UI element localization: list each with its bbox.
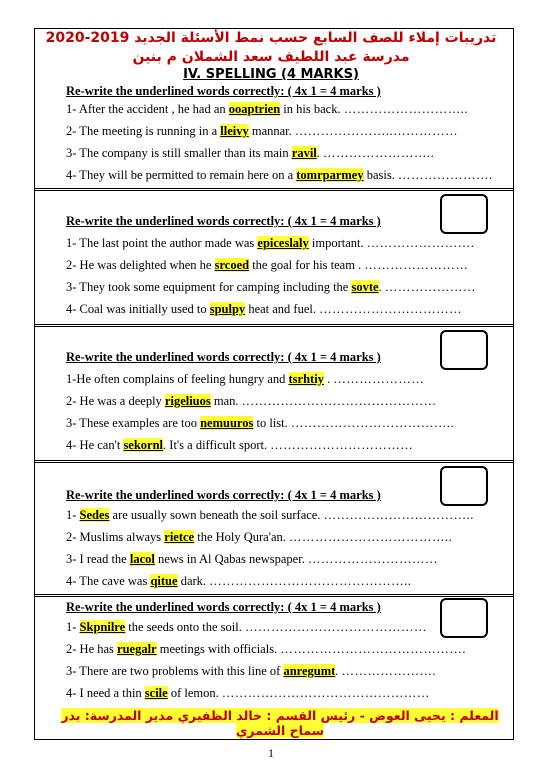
misspelled-word: sovte	[351, 280, 379, 294]
question-line: 2- He was a deeply rigeliuos man. ………………………………………	[66, 394, 437, 408]
score-box[interactable]	[440, 330, 488, 370]
misspelled-word: qitue	[150, 574, 178, 588]
question-line: 2- He was delighted when he srcoed the goal for his team . ……………………	[66, 258, 469, 272]
section-separator	[35, 460, 513, 463]
question-line: 1-He often complains of feeling hungry and tsrhtiy . …………………	[66, 372, 425, 386]
question-line: 1- Skpnilre the seeds onto the soil. ……………………………………	[66, 620, 427, 634]
section-heading: IV. SPELLING (4 MARKS)	[183, 67, 359, 82]
question-line: 4- The cave was qitue dark. ………………………………………..	[66, 574, 412, 588]
misspelled-word: Skpnilre	[79, 620, 126, 634]
question-line: 3- There are two problems with this line of anregumt. ………………….	[66, 664, 437, 678]
section-separator	[35, 324, 513, 327]
question-line: 2- Muslims always rietce the Holy Qura'an. ………………………………..	[66, 530, 453, 544]
misspelled-word: spulpy	[209, 302, 246, 316]
question-line: 4- They will be permitted to remain here on a tomrparmey basis. ………………….	[66, 168, 493, 182]
answer-blank[interactable]: ………………………………..	[289, 530, 453, 544]
answer-blank[interactable]: …………………………	[307, 552, 438, 566]
section-separator	[35, 594, 513, 597]
answer-blank[interactable]: …………………..……………	[294, 124, 459, 138]
misspelled-word: anregumt	[283, 664, 336, 678]
misspelled-word: ooaptrien	[228, 102, 281, 116]
answer-blank[interactable]: ……………………………	[270, 438, 414, 452]
answer-blank[interactable]: ………………………………………..	[209, 574, 412, 588]
misspelled-word: sekornl	[123, 438, 164, 452]
page-number: 1	[268, 746, 274, 760]
question-line: 2- He has ruegalr meetings with officials. …………………………………….	[66, 642, 466, 656]
answer-blank[interactable]: ………………………………………	[241, 394, 437, 408]
misspelled-word: ruegalr	[117, 642, 157, 656]
score-box[interactable]	[440, 466, 488, 506]
misspelled-word: rigeliuos	[164, 394, 211, 408]
answer-blank[interactable]: …………………………………….	[280, 642, 466, 656]
section-title: Re-write the underlined words correctly: ( 4x 1 = 4 marks )	[66, 488, 381, 502]
question-line: 1- Sedes are usually sown beneath the soil surface. ……………………………..	[66, 508, 474, 522]
question-line: 4- Coal was initially used to spulpy heat and fuel. ……………………………	[66, 302, 463, 316]
answer-blank[interactable]: ………………….	[397, 168, 493, 182]
misspelled-word: scile	[144, 686, 168, 700]
question-line: 3- They took some equipment for camping including the sovte. …………………	[66, 280, 476, 294]
misspelled-word: tsrhtiy	[288, 372, 324, 386]
answer-blank[interactable]: ………………………..	[343, 102, 468, 116]
answer-blank[interactable]: ………………………………..	[290, 416, 455, 430]
answer-blank[interactable]: ……………………………	[319, 302, 463, 316]
answer-blank[interactable]: …………………….	[366, 236, 475, 250]
staff-footer: المعلم : يحيى العوض - رئيس القسم : خالد الظفيري مدير المدرسة: بدر سماح الشمري	[61, 708, 499, 738]
misspelled-word: Sedes	[79, 508, 110, 522]
answer-blank[interactable]: ……………………………..	[323, 508, 474, 522]
question-line: 3- These examples are too nemuuros to list. ………………………………..	[66, 416, 455, 430]
misspelled-word: epiceslaly	[257, 236, 309, 250]
school-name: مدرسة عبد اللطيف سعد الشملان م بنين	[132, 49, 410, 65]
misspelled-word: rietce	[164, 530, 195, 544]
score-box[interactable]	[440, 598, 488, 638]
misspelled-word: nemuuros	[200, 416, 254, 430]
answer-blank[interactable]: …………………	[384, 280, 476, 294]
question-line: 2- The meeting is running in a lleivy mannar. …………………..……………	[66, 124, 459, 138]
worksheet-title: تدريبات إملاء للصف السابع حسب نمط الأسئلة الجديد 2019-2020	[45, 30, 497, 46]
misspelled-word: srcoed	[214, 258, 250, 272]
section-title: Re-write the underlined words correctly: ( 4x 1 = 4 marks )	[66, 350, 381, 364]
question-line: 1- After the accident , he had an ooaptrien in his back. ………………………..	[66, 102, 468, 116]
answer-blank[interactable]: ……………………..	[323, 146, 435, 160]
misspelled-word: lacol	[129, 552, 155, 566]
section-title: Re-write the underlined words correctly: ( 4x 1 = 4 marks )	[66, 600, 381, 614]
score-box[interactable]	[440, 194, 488, 234]
question-line: 3- The company is still smaller than its main ravil. ……………………..	[66, 146, 435, 160]
question-line: 3- I read the lacol news in Al Qabas newspaper. …………………………	[66, 552, 438, 566]
misspelled-word: lleivy	[220, 124, 249, 138]
answer-blank[interactable]: ……………………	[364, 258, 469, 272]
section-title: Re-write the underlined words correctly: ( 4x 1 = 4 marks )	[66, 214, 381, 228]
misspelled-word: tomrparmey	[296, 168, 364, 182]
answer-blank[interactable]: ……………………………………	[244, 620, 427, 634]
answer-blank[interactable]: ………………….	[341, 664, 437, 678]
question-line: 4- He can't sekornl. It's a difficult sport. ……………………………	[66, 438, 414, 452]
question-line: 1- The last point the author made was epiceslaly important. …………………….	[66, 236, 475, 250]
section-separator	[35, 188, 513, 191]
question-line: 4- I need a thin scile of lemon. …………………………………………	[66, 686, 430, 700]
misspelled-word: ravil	[291, 146, 317, 160]
answer-blank[interactable]: …………………………………………	[221, 686, 430, 700]
section-title: Re-write the underlined words correctly: ( 4x 1 = 4 marks )	[66, 84, 381, 98]
answer-blank[interactable]: …………………	[333, 372, 425, 386]
